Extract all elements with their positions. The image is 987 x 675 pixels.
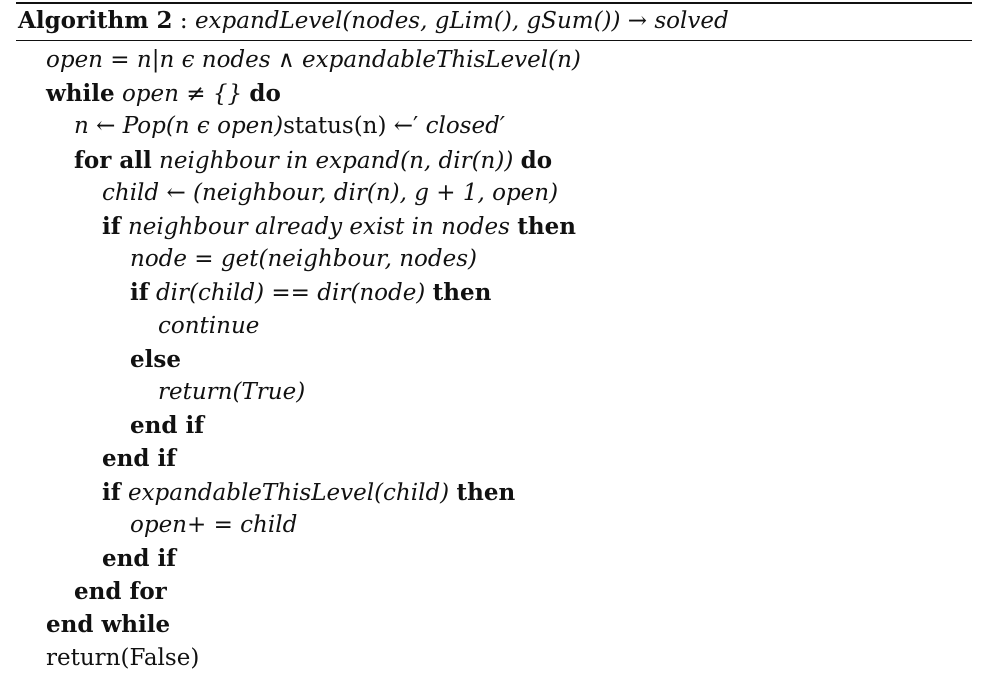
keyword: for all bbox=[74, 146, 152, 174]
algorithm-line bbox=[130, 409, 204, 442]
algorithm-line bbox=[74, 110, 505, 143]
statement-text: child ← (neighbour, dir(n), g + 1, open) bbox=[102, 179, 559, 206]
top-rule bbox=[16, 2, 972, 4]
statement-text: n ← Pop(n ϵ open) bbox=[74, 113, 284, 140]
statement-text: neighbour already exist in nodes bbox=[120, 214, 518, 240]
keyword: end for bbox=[74, 578, 167, 606]
statement-text: return(True) bbox=[158, 379, 306, 405]
keyword: if bbox=[102, 478, 121, 506]
keyword: while bbox=[46, 80, 115, 108]
algorithm-block bbox=[16, 0, 972, 671]
keyword: end if bbox=[130, 412, 205, 440]
keyword: end while bbox=[46, 611, 171, 639]
algorithm-line bbox=[46, 642, 199, 675]
algorithm-line bbox=[46, 608, 170, 641]
algorithm-line bbox=[102, 542, 176, 575]
caption-rule bbox=[16, 40, 972, 41]
keyword: then bbox=[456, 478, 516, 506]
algorithm-signature: expandLevel(nodes, gLim(), gSum()) → solved bbox=[194, 8, 729, 34]
statement-text: open = n|n ϵ nodes ∧ expandableThisLevel(n) bbox=[46, 47, 581, 73]
algorithm-line bbox=[102, 442, 176, 475]
keyword: if bbox=[102, 213, 121, 240]
statement-text: expandableThisLevel(child) bbox=[120, 479, 457, 506]
algorithm-line bbox=[102, 476, 515, 509]
keyword: do bbox=[249, 80, 281, 108]
algorithm-line bbox=[158, 310, 259, 343]
keyword: end if bbox=[102, 545, 177, 572]
statement-text: node = get(neighbour, nodes) bbox=[130, 246, 477, 273]
keyword: end if bbox=[102, 445, 177, 473]
statement-text: open ≠ {} bbox=[114, 81, 250, 108]
keyword: do bbox=[520, 146, 553, 174]
algorithm-line bbox=[130, 243, 477, 276]
algorithm-line bbox=[130, 509, 297, 542]
keyword: then bbox=[432, 279, 492, 307]
algorithm-caption bbox=[18, 5, 729, 37]
statement-text: dir(child) == dir(node) bbox=[148, 280, 433, 307]
statement-text: closed′ bbox=[425, 113, 506, 140]
algorithm-line bbox=[102, 177, 558, 210]
algorithm-line bbox=[158, 376, 305, 409]
algorithm-line bbox=[46, 44, 581, 77]
statement-text: open+ = child bbox=[130, 511, 298, 538]
keyword: if bbox=[130, 279, 149, 307]
algorithm-line bbox=[46, 77, 281, 110]
algorithm-label: Algorithm 2 bbox=[18, 7, 173, 34]
statement-text: neighbour in expand(n, dir(n)) bbox=[151, 147, 521, 174]
statement-text: continue bbox=[158, 312, 260, 339]
algorithm-line bbox=[130, 276, 491, 309]
algorithm-line bbox=[102, 210, 576, 243]
keyword: else bbox=[130, 345, 181, 373]
algorithm-line bbox=[74, 575, 167, 608]
statement-text: return(False) bbox=[46, 644, 200, 671]
statement-text: status(n) ←′ bbox=[283, 113, 426, 140]
algorithm-line bbox=[74, 144, 552, 177]
algorithm-line bbox=[130, 343, 181, 376]
keyword: then bbox=[517, 213, 576, 240]
caption-separator: : bbox=[172, 8, 195, 34]
